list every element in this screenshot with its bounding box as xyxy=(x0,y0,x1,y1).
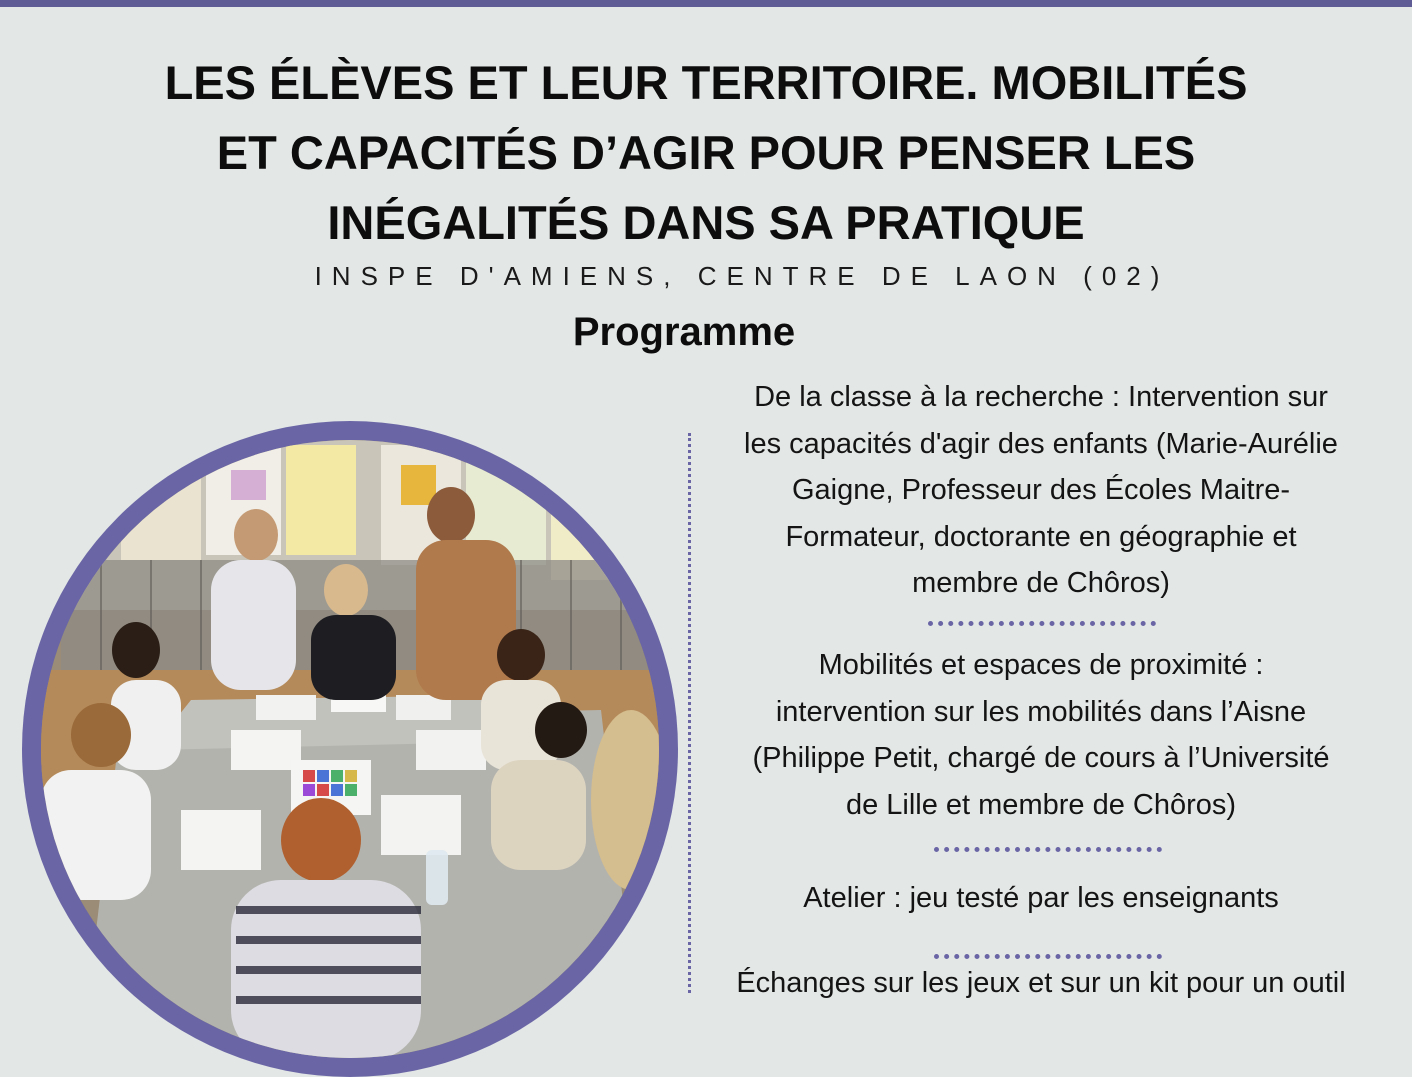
classroom-photo xyxy=(41,440,659,1058)
location-subtitle: INSPE D'AMIENS, CENTRE DE LAON (02) xyxy=(314,261,1170,291)
dotted-separator xyxy=(928,621,1156,626)
top-accent-bar xyxy=(0,0,1412,7)
program-item-line: de Lille et membre de Chôros) xyxy=(845,788,1237,821)
program-item xyxy=(700,374,1382,607)
programme-heading: Programme xyxy=(572,310,796,354)
program-item-line: Mobilités et espaces de proximité : xyxy=(818,649,1264,681)
program-item-line: Formateur, doctorante en géographie et xyxy=(785,520,1297,553)
program-item-line: Échanges sur les jeux et sur un kit pour un outil xyxy=(736,967,1346,999)
page-title xyxy=(106,48,1306,258)
program-item xyxy=(700,960,1382,1007)
program-item-line: Gaigne, Professeur des Écoles Maitre- xyxy=(791,474,1291,506)
program-item xyxy=(700,642,1382,828)
dotted-separator xyxy=(934,954,1162,959)
program-item xyxy=(700,875,1382,922)
program-item-line: membre de Chôros) xyxy=(912,567,1170,599)
program-item-line: intervention sur les mobilités dans l’Aisne xyxy=(775,695,1307,728)
dotted-separator xyxy=(934,847,1162,852)
program-item-line: (Philippe Petit, chargé de cours à l’Université xyxy=(752,742,1330,774)
title-line: ET CAPACITÉS D’AGIR POUR PENSER LES xyxy=(216,126,1196,179)
vertical-dotted-divider xyxy=(688,433,691,993)
program-item-line: Atelier : jeu testé par les enseignants xyxy=(803,882,1279,914)
program-item-line: De la classe à la recherche : Intervention sur xyxy=(754,381,1328,413)
program-item-line: les capacités d'agir des enfants (Marie-Aurélie xyxy=(744,427,1338,460)
title-line: INÉGALITÉS DANS SA PRATIQUE xyxy=(327,196,1085,249)
title-line: LES ÉLÈVES ET LEUR TERRITOIRE. MOBILITÉS xyxy=(164,56,1248,109)
